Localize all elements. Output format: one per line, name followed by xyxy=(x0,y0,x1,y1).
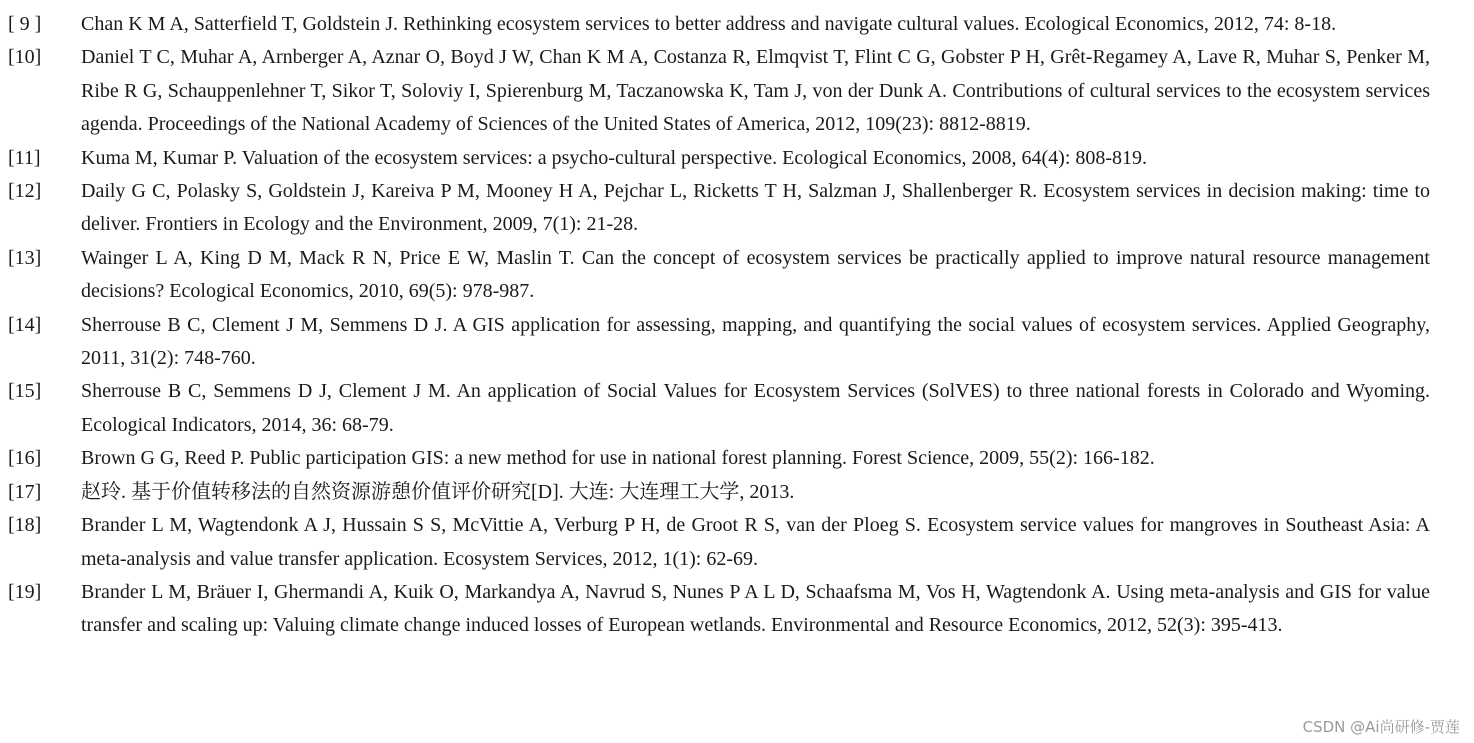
reference-item xyxy=(0,576,1474,643)
reference-text: Brander L M, Wagtendonk A J, Hussain S S, McVittie A, Verburg P H, de Groot R S, van der Ploeg S. Ecosystem service values for mangroves in Southeast Asia: A meta-analysis and value transfer application. Ecosystem Services, 2012, 1(1): 62-69. xyxy=(81,514,1430,570)
reference-item xyxy=(0,8,1474,41)
reference-text: Daily G C, Polasky S, Goldstein J, Kareiva P M, Mooney H A, Pejchar L, Ricketts T H, Salzman J, Shallenberger R. Ecosystem services in decision making: time to deliver. Frontiers in Ecology and the Environment, 2009, 7(1): 21-28. xyxy=(81,180,1430,236)
reference-text: 赵玲. 基于价值转移法的自然资源游憩价值评价研究[D]. 大连: 大连理工大学, 2013. xyxy=(81,480,795,503)
watermark: CSDN @Ai尚研修-贾莲 xyxy=(1302,718,1460,736)
reference-number: [19] xyxy=(8,580,42,603)
reference-text: Sherrouse B C, Clement J M, Semmens D J. A GIS application for assessing, mapping, and quantifying the social values of ecosystem services. Applied Geography, 2011, 31(2): 748-760. xyxy=(81,313,1430,370)
reference-item xyxy=(0,175,1474,242)
reference-number: [14] xyxy=(8,313,42,336)
reference-number: [18] xyxy=(8,514,42,537)
reference-item xyxy=(0,142,1474,175)
reference-item xyxy=(0,442,1474,475)
reference-number: [17] xyxy=(8,480,42,503)
reference-number: [13] xyxy=(8,246,42,269)
reference-number: [12] xyxy=(8,180,42,203)
reference-text: Chan K M A, Satterfield T, Goldstein J. Rethinking ecosystem services to better address and navigate cultural values. Ecological Economics, 2012, 74: 8-18. xyxy=(81,13,1337,35)
reference-number: [10] xyxy=(8,46,42,69)
reference-text: Brown G G, Reed P. Public participation GIS: a new method for use in national forest planning. Forest Science, 2009, 55(2): 166-182. xyxy=(81,447,1155,470)
reference-text: Kuma M, Kumar P. Valuation of the ecosystem services: a psycho-cultural perspective. Ecological Economics, 2008, 64(4): 808-819. xyxy=(81,146,1148,169)
reference-number: [ 9 ] xyxy=(8,13,42,35)
reference-text: Wainger L A, King D M, Mack R N, Price E W, Maslin T. Can the concept of ecosystem services be practically applied to improve natural resource management decisions? Ecological Economics, 2010, 69(5): 978-987. xyxy=(81,246,1430,303)
reference-item xyxy=(0,476,1474,509)
reference-text: Daniel T C, Muhar A, Arnberger A, Aznar O, Boyd J W, Chan K M A, Costanza R, Elmqvist T, Flint C G, Gobster P H, Grêt-Regamey A, Lave R, Muhar S, Penker M, Ribe R G, Schauppenlehner T, Sikor T, Soloviy I, Spierenburg M, Taczanowska K, Tam J, von der Dunk A. Contributions of cultural services to the ecosystem services agenda. Proceedings of the National Academy of Sciences of the United States of America, 2012, 109(23): 8812-8819. xyxy=(81,46,1430,136)
reference-item xyxy=(0,41,1474,141)
reference-number: [16] xyxy=(8,447,42,470)
reference-item xyxy=(0,375,1474,442)
reference-number: [11] xyxy=(8,146,41,169)
reference-list xyxy=(0,8,1474,643)
reference-item xyxy=(0,509,1474,576)
reference-number: [15] xyxy=(8,380,42,403)
reference-item xyxy=(0,309,1474,376)
reference-text: Brander L M, Bräuer I, Ghermandi A, Kuik O, Markandya A, Navrud S, Nunes P A L D, Schaafsma M, Vos H, Wagtendonk A. Using meta-analysis and GIS for value transfer and scaling up: Valuing climate change induced losses of European wetlands. Environmental and Resource Economics, 2012, 52(3): 395-413. xyxy=(81,580,1430,637)
reference-text: Sherrouse B C, Semmens D J, Clement J M. An application of Social Values for Ecosystem Services (SolVES) to three national forests in Colorado and Wyoming. Ecological Indicators, 2014, 36: 68-79. xyxy=(81,380,1430,436)
reference-item xyxy=(0,242,1474,309)
